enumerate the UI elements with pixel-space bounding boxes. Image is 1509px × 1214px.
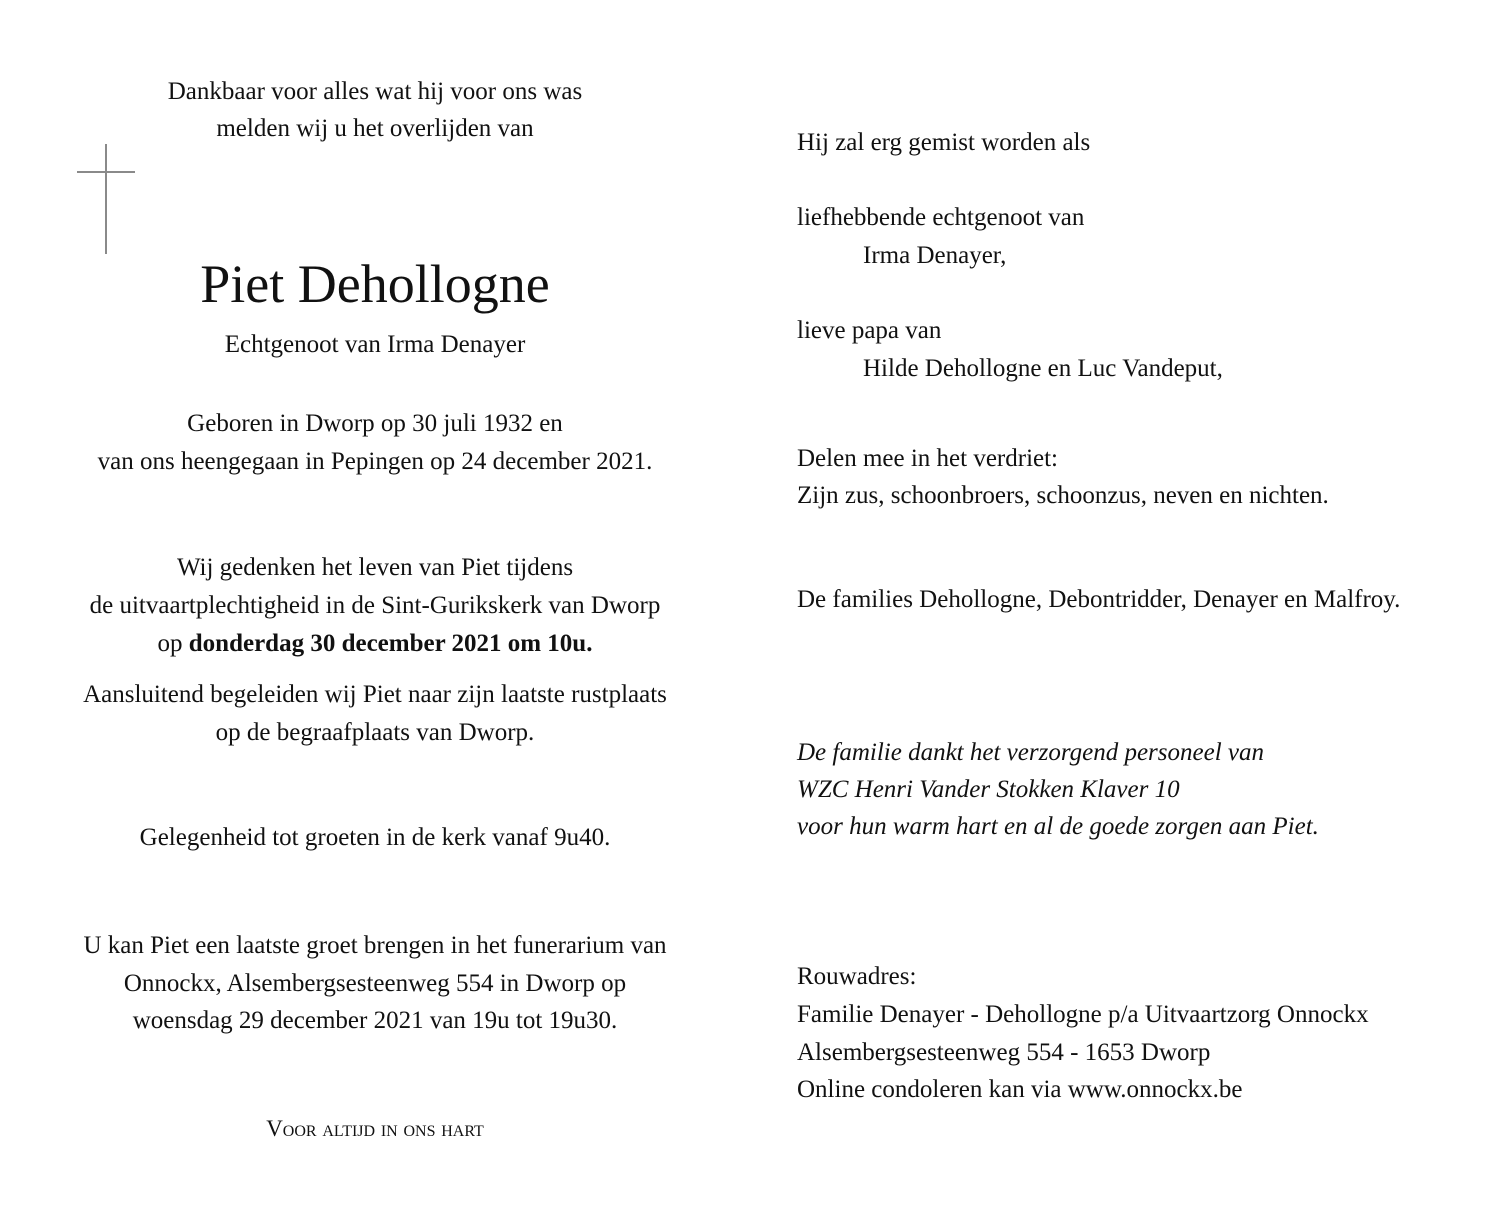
ceremony-prefix: op (157, 630, 189, 657)
grief-line: Zijn zus, schoonbroers, schoonzus, neven en nichten. (797, 482, 1329, 509)
address-line: Alsembergsesteenweg 554 - 1653 Dworp (797, 1039, 1211, 1066)
papa-names: Hilde Dehollogne en Luc Vandeput, (863, 355, 1223, 382)
papa-label: lieve papa van (797, 317, 942, 344)
address-line: Familie Denayer - Dehollogne p/a Uitvaartzorg Onnockx (797, 1001, 1369, 1028)
grief-line: Delen mee in het verdriet: (797, 445, 1058, 472)
burial-line: Aansluitend begeleiden wij Piet naar zijn laatste rustplaats (83, 681, 667, 708)
closing-line: Voor altijd in ons hart (266, 1116, 484, 1141)
ceremony-line: de uitvaartplechtigheid in de Sint-Gurikskerk van Dworp (89, 592, 661, 619)
cross-horizontal (77, 171, 135, 173)
deceased-name: Piet Dehollogne (200, 254, 550, 314)
ceremony-date-line (0, 625, 750, 663)
funerarium-line: Onnockx, Alsembergsesteenweg 554 in Dworp op (123, 970, 627, 997)
ceremony-date: donderdag 30 december 2021 om 10u. (188, 630, 593, 657)
ceremony-line: Wij gedenken het leven van Piet tijdens (176, 554, 574, 581)
burial-line: op de begraafplaats van Dworp. (215, 719, 535, 746)
spouse-line: Echtgenoot van Irma Denayer (224, 331, 526, 358)
funerarium-line: woensdag 29 december 2021 van 19u tot 19u30. (132, 1007, 618, 1034)
birth-line: Geboren in Dworp op 30 juli 1932 en (187, 410, 563, 437)
thanks-line: voor hun warm hart en al de goede zorgen aan Piet. (797, 813, 1319, 840)
greeting-line: Gelegenheid tot groeten in de kerk vanaf 9u40. (139, 824, 611, 851)
intro-line: melden wij u het overlijden van (216, 115, 534, 142)
funerarium-line: U kan Piet een laatste groet brengen in het funerarium van (83, 932, 667, 959)
husband-label: liefhebbende echtgenoot van (797, 204, 1085, 231)
families-line: De families Dehollogne, Debontridder, Denayer en Malfroy. (797, 586, 1401, 613)
thanks-line: WZC Henri Vander Stokken Klaver 10 (797, 776, 1180, 803)
thanks-line: De familie dankt het verzorgend personeel van (797, 739, 1265, 766)
husband-name: Irma Denayer, (863, 242, 1007, 269)
birth-line: van ons heengegaan in Pepingen op 24 december 2021. (97, 448, 653, 475)
intro-line: Dankbaar voor alles wat hij voor ons was (167, 78, 583, 105)
address-line: Online condoleren kan via www.onnockx.be (797, 1076, 1243, 1103)
missed-line: Hij zal erg gemist worden als (797, 129, 1091, 156)
cross-vertical (105, 144, 107, 254)
address-line: Rouwadres: (797, 963, 917, 990)
